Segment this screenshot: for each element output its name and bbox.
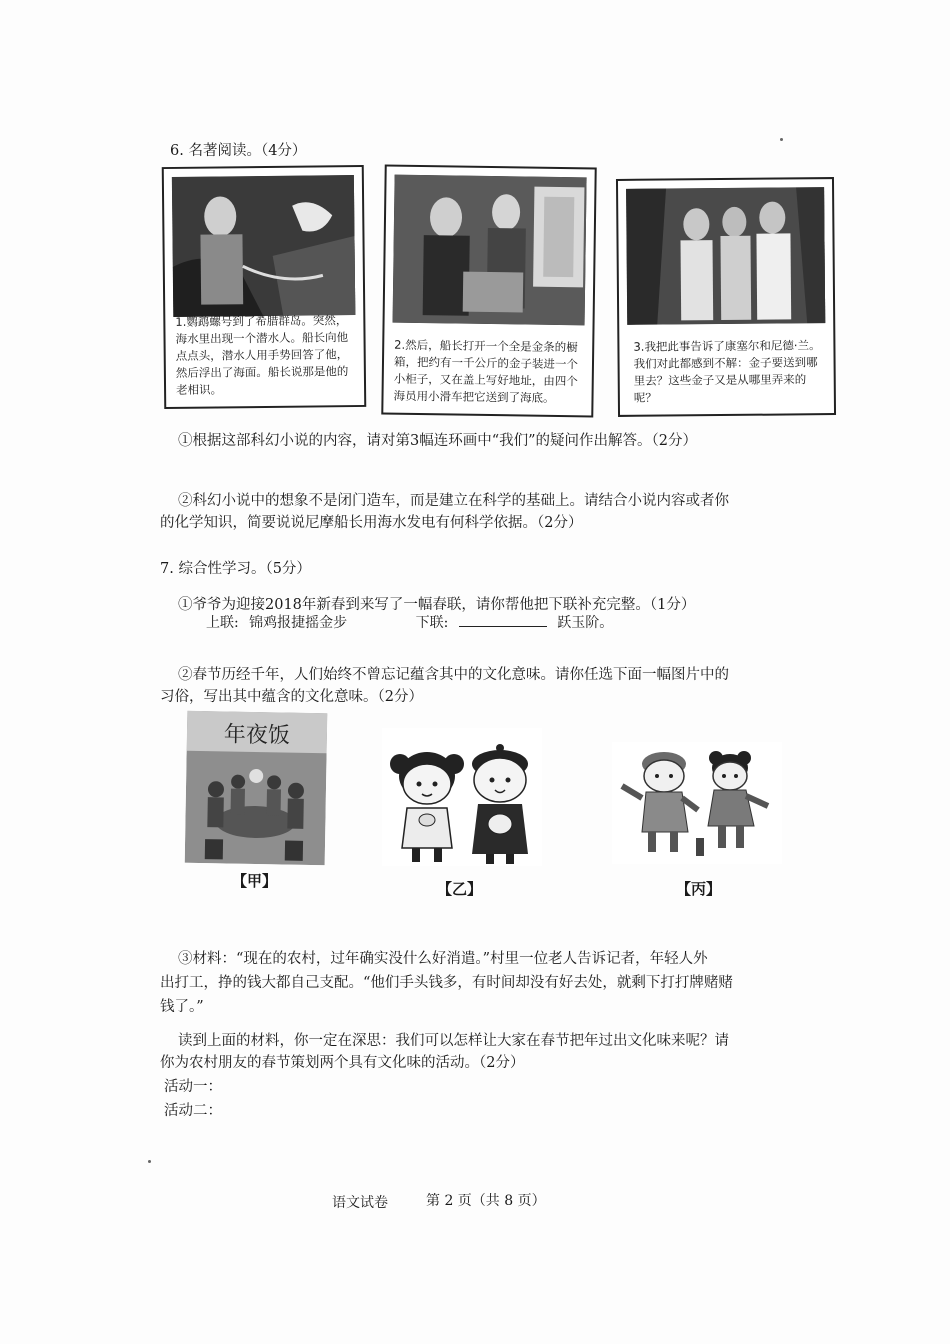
picture-label-jia: 【甲】	[232, 872, 278, 890]
q6-title: 6. 名著阅读。（4分）	[170, 143, 307, 159]
q7-sub3-line4: 读到上面的材料，你一定在深思：我们可以怎样让大家在春节把年过出文化味来呢？请	[178, 1033, 729, 1049]
activity-two-label: 活动二：	[164, 1103, 222, 1119]
couplet-lower-blank[interactable]	[459, 612, 547, 627]
comic-caption-1: 1.鹦鹉螺号到了希腊群岛。突然，海水里出现一个潜水人。船长向他点点头，潜水人用手势回答了他，然后浮出了海面。船长说那是他的老相识。	[175, 313, 349, 397]
comic-illustration-diver	[172, 175, 355, 317]
comic-panel-1	[162, 165, 367, 409]
q7-sub3-line1: ③材料：“现在的农村，过年确实没什么好消遣。”村里一位老人告诉记者，年轻人外	[178, 951, 708, 967]
q7-sub2-line2: 习俗，写出其中蕴含的文化意味。（2分）	[160, 689, 423, 705]
couplet-lower-ending: 跃玉阶。	[557, 615, 614, 631]
q6-sub1: ①根据这部科幻小说的内容，请对第3幅连环画中“我们”的疑问作出解答。（2分）	[178, 433, 698, 449]
picture-yi-new-year-greeting	[382, 728, 542, 866]
picture-label-yi: 【乙】	[437, 880, 483, 898]
comic-panel-3	[616, 177, 836, 417]
comic-panel-2	[381, 165, 596, 418]
footer-page-number: 第 2 页（共 8 页）	[426, 1193, 546, 1209]
footer-subject: 语文试卷	[332, 1195, 388, 1211]
q7-sub2-line1: ②春节历经千年，人们始终不曾忘记蕴含其中的文化意味。请你任选下面一幅图片中的	[178, 667, 729, 683]
couplet-lower-label: 下联:	[415, 615, 449, 631]
scan-speck	[780, 138, 783, 141]
q7-sub3-line3: 钱了。”	[160, 999, 204, 1015]
couplet-upper-text: 锦鸡报捷摇金步	[249, 615, 348, 631]
comic-caption-2: 2.然后，船长打开一个全是金条的橱箱，把约有一千公斤的金子装进一个小柜子，又在盖上写好地址，由四个海员用小滑车把它送到了海底。	[393, 337, 579, 405]
q7-sub3-line5: 你为农村朋友的春节策划两个具有文化味的活动。（2分）	[160, 1055, 525, 1071]
activity-one-label: 活动一：	[164, 1079, 222, 1095]
comic-caption-3: 3.我把此事告诉了康塞尔和尼德·兰。我们对此都感到不解：金子要送到哪里去？这些金子又是从哪里弄来的呢？	[633, 338, 821, 405]
q7-sub3-line2: 出打工，挣的钱大都自己支配。“他们手头钱多，有时间却没有好去处，就剩下打打牌赌赌	[160, 975, 733, 991]
picture-bing-firecrackers	[612, 742, 782, 864]
q7-title: 7. 综合性学习。（5分）	[160, 561, 311, 577]
q6-sub2-line1: ②科幻小说中的想象不是闭门造车，而是建立在科学的基础上。请结合小说内容或者你	[178, 493, 729, 509]
comic-illustration-three-men	[626, 187, 825, 325]
couplet-upper-label: 上联:	[206, 615, 239, 631]
scan-speck	[148, 1160, 151, 1163]
q7-sub1: ①爷爷为迎接2018年新春到来写了一幅春联，请你帮他把下联补充完整。（1分）	[178, 597, 696, 613]
comic-illustration-gold-chest	[393, 175, 587, 326]
q6-sub2-line2: 的化学知识，简要说说尼摩船长用海水发电有何科学依据。（2分）	[160, 515, 583, 531]
picture-jia-new-year-dinner	[185, 711, 328, 865]
couplet-row	[206, 612, 613, 634]
new-year-dinner-sign: 年夜饭	[223, 722, 291, 749]
picture-label-bing: 【丙】	[676, 880, 722, 898]
